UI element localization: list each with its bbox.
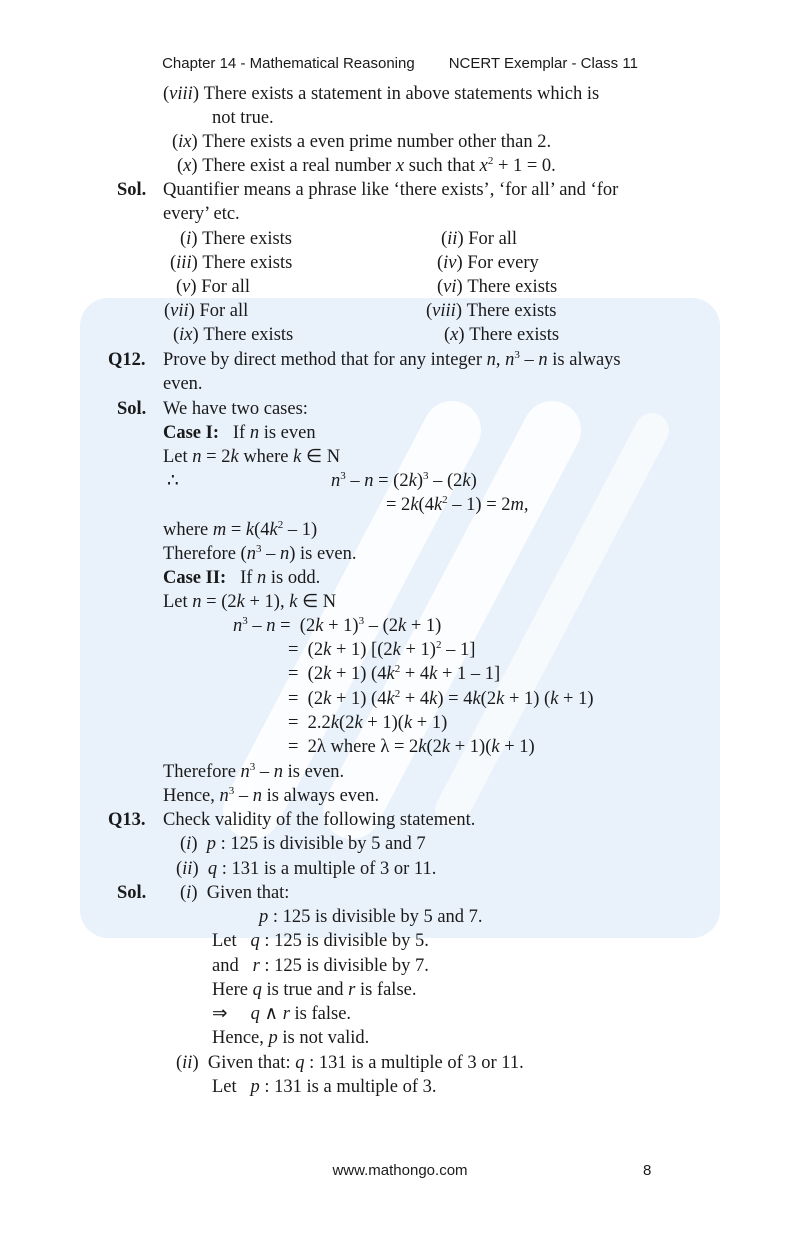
- eq1a: $n^3 - n = (2k)^3 - (2k)$: [331, 470, 477, 491]
- let2-line: Let n = (2k + 1), k ∈ N: [163, 592, 337, 612]
- sol13-here: Here q is true and r is false.: [212, 980, 417, 1000]
- eq1b: = $2k(4k^2 - 1) = 2m$,: [386, 494, 529, 515]
- sol13-implies: ⇒ q ∧ r is false.: [212, 1004, 352, 1024]
- q13-label: Q13.: [108, 810, 146, 830]
- answer-vi: (vi) There exists: [437, 277, 558, 297]
- answer-iii: (iii) There exists: [170, 253, 293, 273]
- therefore1-line: Therefore $(n^3 - n)$ is even.: [163, 543, 357, 564]
- eq2-line1: $n^3 - n = (2k + 1)^3 - (2k + 1)$: [233, 615, 442, 636]
- sol13-p-stmt: p : 125 is divisible by 5 and 7.: [259, 907, 483, 927]
- answer-x: (x) There exists: [444, 325, 560, 345]
- answer-iv: (iv) For every: [437, 253, 539, 273]
- sol13-let-p: Let p : 131 is a multiple of 3.: [212, 1077, 437, 1097]
- sol13-label: Sol.: [117, 883, 147, 903]
- page-number: 8: [643, 1162, 652, 1179]
- answer-i: (i) There exists: [180, 229, 293, 249]
- q11-item-x: (x) There exist a real number x such that $x^2 + 1 = 0$.: [177, 155, 556, 176]
- q13-text: Check validity of the following statement.: [163, 810, 476, 830]
- q11-item-ix: (ix) There exists a even prime number other than 2.: [172, 132, 552, 152]
- therefore-symbol: ∴: [167, 471, 179, 491]
- q13-item-ii: (ii) q : 131 is a multiple of 3 or 11.: [176, 859, 437, 879]
- sol13-and-r: and r : 125 is divisible by 7.: [212, 956, 429, 976]
- q12-line1: Prove by direct method that for any integer n, $n^3$ – n is always: [163, 349, 621, 370]
- sol13-i-given: (i) Given that:: [180, 883, 290, 903]
- q11-item-viii: (viii) There exists a statement in above statements which is: [163, 84, 600, 104]
- therefore2-line: Therefore $n^3$ – n is even.: [163, 761, 345, 782]
- case2-line: Case II: If n is odd.: [163, 568, 321, 588]
- answer-v: (v) For all: [176, 277, 251, 297]
- answer-ix: (ix) There exists: [173, 325, 294, 345]
- eq2-line5: = 2.2k(2k + 1)(k + 1): [288, 713, 448, 733]
- answer-vii: (vii) For all: [164, 301, 249, 321]
- sol13-ii-given: (ii) Given that: q : 131 is a multiple of 3 or 11.: [176, 1053, 524, 1073]
- q12-label: Q12.: [108, 350, 146, 370]
- case1-line: Case I: If n is even: [163, 423, 316, 443]
- footer-website: www.mathongo.com: [332, 1162, 468, 1179]
- chapter-title: Chapter 14 - Mathematical Reasoning: [162, 55, 415, 72]
- eq2-line2: = (2k + 1) $[(2k + 1)^2 - 1]$: [288, 639, 476, 660]
- q13-item-i: (i) p : 125 is divisible by 5 and 7: [180, 834, 426, 854]
- sol13-let-q: Let q : 125 is divisible by 5.: [212, 931, 429, 951]
- book-title: NCERT Exemplar - Class 11: [448, 55, 638, 72]
- page-header: [0, 55, 800, 72]
- hence12-line: Hence, $n^3$ – n is always even.: [163, 785, 380, 806]
- sol11-line1: Quantifier means a phrase like ‘there exists’, ‘for all’ and ‘for: [163, 180, 619, 200]
- eq2-line3: = (2k + 1) $(4k^2 + 4k + 1 - 1]$: [288, 663, 501, 684]
- let1-line: Let n = 2k where k ∈ N: [163, 447, 341, 467]
- sol13-hence: Hence, p is not valid.: [212, 1028, 370, 1048]
- sol12-label: Sol.: [117, 399, 147, 419]
- sol11-label: Sol.: [117, 180, 147, 200]
- q12-line2: even.: [163, 374, 203, 394]
- q11-item-viii-cont: not true.: [212, 108, 274, 128]
- sol12-intro: We have two cases:: [163, 399, 308, 419]
- answer-viii: (viii) There exists: [426, 301, 557, 321]
- eq2-line4: = (2k + 1) $(4k^2 + 4k) = 4k(2k + 1) (k + 1)$: [288, 688, 594, 709]
- sol11-line2: every’ etc.: [163, 204, 240, 224]
- answer-ii: (ii) For all: [441, 229, 518, 249]
- where-line: where $m = k(4k^2 - 1)$: [163, 519, 318, 540]
- eq2-line6: = 2λ where λ = 2k(2k + 1)(k + 1): [288, 737, 535, 757]
